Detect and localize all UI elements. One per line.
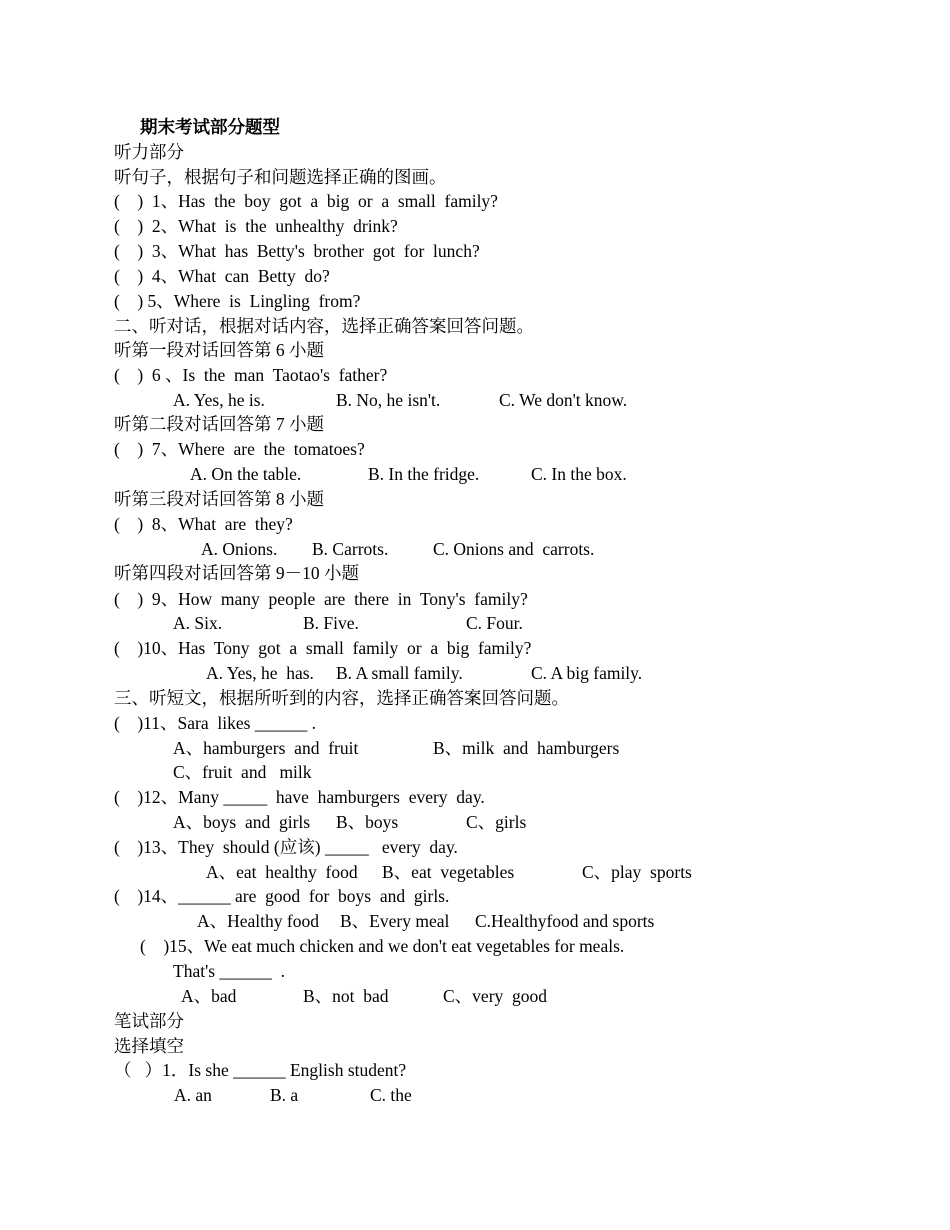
- question-12-option-b: B、boys: [336, 812, 399, 832]
- question-10-option-a: A. Yes, he has.: [206, 663, 314, 683]
- section2-instruction: 二、听对话，根据对话内容，选择正确答案回答问题。: [114, 316, 534, 336]
- question-12: ( )12、Many _____ have hamburgers every day.: [114, 787, 485, 807]
- dialog3-header: 听第三段对话回答第 8 小题: [114, 489, 324, 509]
- question-9: ( ) 9、How many people are there in Tony's family?: [114, 589, 528, 609]
- page-title: 期末考试部分题型: [140, 117, 280, 137]
- dialog2-header: 听第二段对话回答第 7 小题: [114, 414, 324, 434]
- question-11-option-c: C、fruit and milk: [173, 762, 312, 782]
- question-14-option-a: A、Healthy food: [197, 911, 319, 931]
- question-11-option-b: B、milk and hamburgers: [433, 738, 620, 758]
- question-15: ( )15、We eat much chicken and we don't eat vegetables for meals.: [140, 936, 625, 956]
- written-question-1-option-a: A. an: [174, 1085, 212, 1105]
- question-12-option-a: A、boys and girls: [173, 812, 311, 832]
- question-6-option-a: A. Yes, he is.: [173, 390, 265, 410]
- question-10-option-b: B. A small family.: [336, 663, 463, 683]
- question-8-option-a: A. Onions.: [201, 539, 278, 559]
- question-15-option-b: B、not bad: [303, 986, 389, 1006]
- dialog4-header: 听第四段对话回答第 9－10 小题: [114, 563, 359, 583]
- question-15-continuation: That's ______ .: [173, 961, 286, 981]
- question-15-option-c: C、very good: [443, 986, 548, 1006]
- written-question-1: （ ）1．Is she ______ English student?: [114, 1060, 407, 1080]
- written-question-1-option-b: B. a: [270, 1085, 299, 1105]
- question-6-option-c: C. We don't know.: [499, 390, 628, 410]
- dialog1-header: 听第一段对话回答第 6 小题: [114, 340, 324, 360]
- question-7-option-b: B. In the fridge.: [368, 464, 480, 484]
- question-6: ( ) 6 、Is the man Taotao's father?: [114, 365, 388, 385]
- question-4: ( ) 4、What can Betty do?: [114, 266, 330, 286]
- question-15-option-a: A、bad: [181, 986, 237, 1006]
- question-10-option-c: C. A big family.: [531, 663, 643, 683]
- question-9-option-c: C. Four.: [466, 613, 523, 633]
- section3-instruction: 三、听短文，根据所听到的内容，选择正确答案回答问题。: [114, 688, 569, 708]
- question-14-option-c: C.Healthyfood and sports: [475, 911, 655, 931]
- question-11: ( )11、Sara likes ______ .: [114, 713, 317, 733]
- question-3: ( ) 3、What has Betty's brother got for lunch?: [114, 241, 480, 261]
- written-section-header: 笔试部分: [114, 1011, 184, 1031]
- listening-section-header: 听力部分: [114, 142, 184, 162]
- question-13-option-c: C、play sports: [582, 862, 692, 882]
- question-7-option-a: A. On the table.: [190, 464, 302, 484]
- question-13-option-b: B、eat vegetables: [382, 862, 515, 882]
- question-9-option-a: A. Six.: [173, 613, 223, 633]
- question-13-option-a: A、eat healthy food: [206, 862, 358, 882]
- question-5: ( ) 5、Where is Lingling from?: [114, 291, 361, 311]
- question-7-option-c: C. In the box.: [531, 464, 627, 484]
- question-2: ( ) 2、What is the unhealthy drink?: [114, 216, 398, 236]
- written-question-1-option-c: C. the: [370, 1085, 412, 1105]
- question-8-option-c: C. Onions and carrots.: [433, 539, 595, 559]
- section1-instruction: 听句子，根据句子和问题选择正确的图画。: [114, 167, 447, 187]
- question-1: ( ) 1、Has the boy got a big or a small family?: [114, 191, 498, 211]
- question-12-option-c: C、girls: [466, 812, 527, 832]
- question-8-option-b: B. Carrots.: [312, 539, 389, 559]
- question-10: ( )10、Has Tony got a small family or a big family?: [114, 638, 532, 658]
- question-8: ( ) 8、What are they?: [114, 514, 293, 534]
- question-11-option-a: A、hamburgers and fruit: [173, 738, 359, 758]
- question-13: ( )13、They should (应该) _____ every day.: [114, 837, 458, 857]
- question-6-option-b: B. No, he isn't.: [336, 390, 441, 410]
- question-14: ( )14、______ are good for boys and girls.: [114, 886, 450, 906]
- question-7: ( ) 7、Where are the tomatoes?: [114, 439, 365, 459]
- question-14-option-b: B、Every meal: [340, 911, 450, 931]
- question-9-option-b: B. Five.: [303, 613, 359, 633]
- fill-in-header: 选择填空: [114, 1036, 184, 1056]
